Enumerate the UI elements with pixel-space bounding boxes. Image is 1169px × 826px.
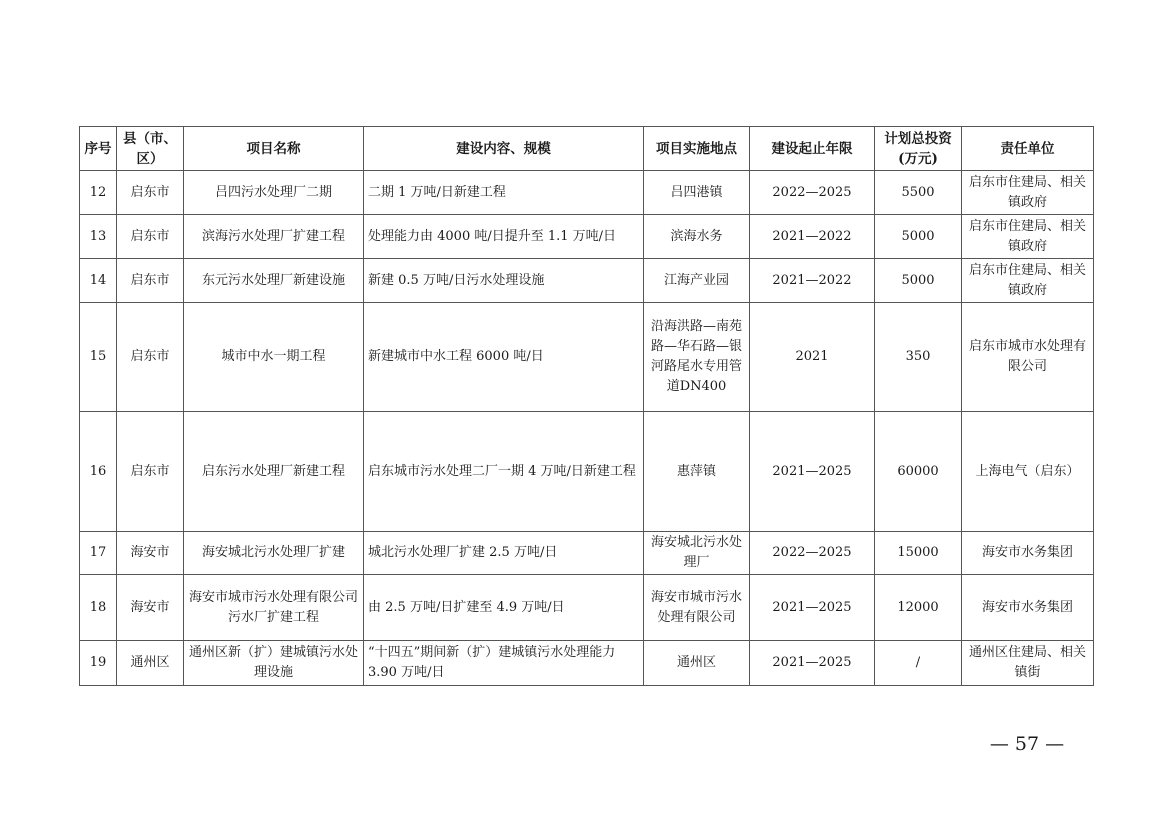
table-header-row bbox=[80, 127, 1094, 171]
cell-responsible-unit: 上海电气（启东） bbox=[962, 412, 1094, 532]
cell-period: 2022—2025 bbox=[750, 171, 875, 215]
cell-responsible-unit: 启东市住建局、相关镇政府 bbox=[962, 259, 1094, 303]
cell-project-name: 海安城北污水处理厂扩建 bbox=[184, 532, 364, 575]
cell-period: 2021—2022 bbox=[750, 259, 875, 303]
cell-responsible-unit: 启东市城市水处理有限公司 bbox=[962, 303, 1094, 412]
table-row bbox=[80, 215, 1094, 259]
cell-period: 2021—2025 bbox=[750, 412, 875, 532]
cell-project-name: 吕四污水处理厂二期 bbox=[184, 171, 364, 215]
cell-county: 启东市 bbox=[117, 259, 184, 303]
cell-content-scale: 新建 0.5 万吨/日污水处理设施 bbox=[364, 259, 644, 303]
cell-content-scale: 新建城市中水工程 6000 吨/日 bbox=[364, 303, 644, 412]
cell-county: 启东市 bbox=[117, 303, 184, 412]
page-number: — 57 — bbox=[989, 733, 1065, 755]
header-responsible-unit: 责任单位 bbox=[962, 127, 1094, 171]
cell-project-name: 通州区新（扩）建城镇污水处理设施 bbox=[184, 641, 364, 686]
cell-seq: 13 bbox=[80, 215, 117, 259]
header-investment: 计划总投资(万元) bbox=[875, 127, 962, 171]
cell-location: 通州区 bbox=[644, 641, 750, 686]
header-location: 项目实施地点 bbox=[644, 127, 750, 171]
cell-investment: 5000 bbox=[875, 215, 962, 259]
header-seq: 序号 bbox=[80, 127, 117, 171]
header-project-name: 项目名称 bbox=[184, 127, 364, 171]
header-county: 县（市、区） bbox=[117, 127, 184, 171]
cell-responsible-unit: 海安市水务集团 bbox=[962, 532, 1094, 575]
cell-content-scale: 由 2.5 万吨/日扩建至 4.9 万吨/日 bbox=[364, 575, 644, 641]
cell-county: 启东市 bbox=[117, 215, 184, 259]
cell-period: 2021 bbox=[750, 303, 875, 412]
table-row bbox=[80, 303, 1094, 412]
cell-period: 2021—2025 bbox=[750, 575, 875, 641]
cell-period: 2021—2022 bbox=[750, 215, 875, 259]
project-table bbox=[79, 126, 1094, 686]
cell-county: 海安市 bbox=[117, 532, 184, 575]
cell-seq: 15 bbox=[80, 303, 117, 412]
cell-project-name: 滨海污水处理厂扩建工程 bbox=[184, 215, 364, 259]
cell-location: 海安城北污水处理厂 bbox=[644, 532, 750, 575]
cell-responsible-unit: 海安市水务集团 bbox=[962, 575, 1094, 641]
cell-period: 2022—2025 bbox=[750, 532, 875, 575]
cell-content-scale: 城北污水处理厂扩建 2.5 万吨/日 bbox=[364, 532, 644, 575]
cell-investment: 350 bbox=[875, 303, 962, 412]
table-row bbox=[80, 259, 1094, 303]
table-row bbox=[80, 532, 1094, 575]
cell-content-scale: “十四五”期间新（扩）建城镇污水处理能力 3.90 万吨/日 bbox=[364, 641, 644, 686]
cell-seq: 16 bbox=[80, 412, 117, 532]
cell-location: 江海产业园 bbox=[644, 259, 750, 303]
cell-investment: 5000 bbox=[875, 259, 962, 303]
cell-investment: / bbox=[875, 641, 962, 686]
cell-project-name: 启东污水处理厂新建工程 bbox=[184, 412, 364, 532]
header-period: 建设起止年限 bbox=[750, 127, 875, 171]
table-row bbox=[80, 412, 1094, 532]
cell-location: 吕四港镇 bbox=[644, 171, 750, 215]
cell-seq: 19 bbox=[80, 641, 117, 686]
cell-project-name: 城市中水一期工程 bbox=[184, 303, 364, 412]
cell-period: 2021—2025 bbox=[750, 641, 875, 686]
cell-investment: 15000 bbox=[875, 532, 962, 575]
cell-location: 沿海洪路—南苑路—华石路—银河路尾水专用管道DN400 bbox=[644, 303, 750, 412]
cell-county: 海安市 bbox=[117, 575, 184, 641]
cell-location: 海安市城市污水处理有限公司 bbox=[644, 575, 750, 641]
cell-project-name: 海安市城市污水处理有限公司污水厂扩建工程 bbox=[184, 575, 364, 641]
cell-seq: 12 bbox=[80, 171, 117, 215]
table-row bbox=[80, 171, 1094, 215]
cell-seq: 14 bbox=[80, 259, 117, 303]
cell-investment: 60000 bbox=[875, 412, 962, 532]
cell-county: 通州区 bbox=[117, 641, 184, 686]
cell-seq: 17 bbox=[80, 532, 117, 575]
cell-content-scale: 二期 1 万吨/日新建工程 bbox=[364, 171, 644, 215]
cell-investment: 12000 bbox=[875, 575, 962, 641]
cell-location: 滨海水务 bbox=[644, 215, 750, 259]
cell-county: 启东市 bbox=[117, 171, 184, 215]
cell-seq: 18 bbox=[80, 575, 117, 641]
cell-project-name: 东元污水处理厂新建设施 bbox=[184, 259, 364, 303]
table-row bbox=[80, 641, 1094, 686]
cell-investment: 5500 bbox=[875, 171, 962, 215]
cell-responsible-unit: 通州区住建局、相关镇街 bbox=[962, 641, 1094, 686]
cell-responsible-unit: 启东市住建局、相关镇政府 bbox=[962, 215, 1094, 259]
cell-county: 启东市 bbox=[117, 412, 184, 532]
cell-content-scale: 启东城市污水处理二厂一期 4 万吨/日新建工程 bbox=[364, 412, 644, 532]
cell-content-scale: 处理能力由 4000 吨/日提升至 1.1 万吨/日 bbox=[364, 215, 644, 259]
table-row bbox=[80, 575, 1094, 641]
cell-responsible-unit: 启东市住建局、相关镇政府 bbox=[962, 171, 1094, 215]
header-content-scale: 建设内容、规模 bbox=[364, 127, 644, 171]
cell-location: 惠萍镇 bbox=[644, 412, 750, 532]
